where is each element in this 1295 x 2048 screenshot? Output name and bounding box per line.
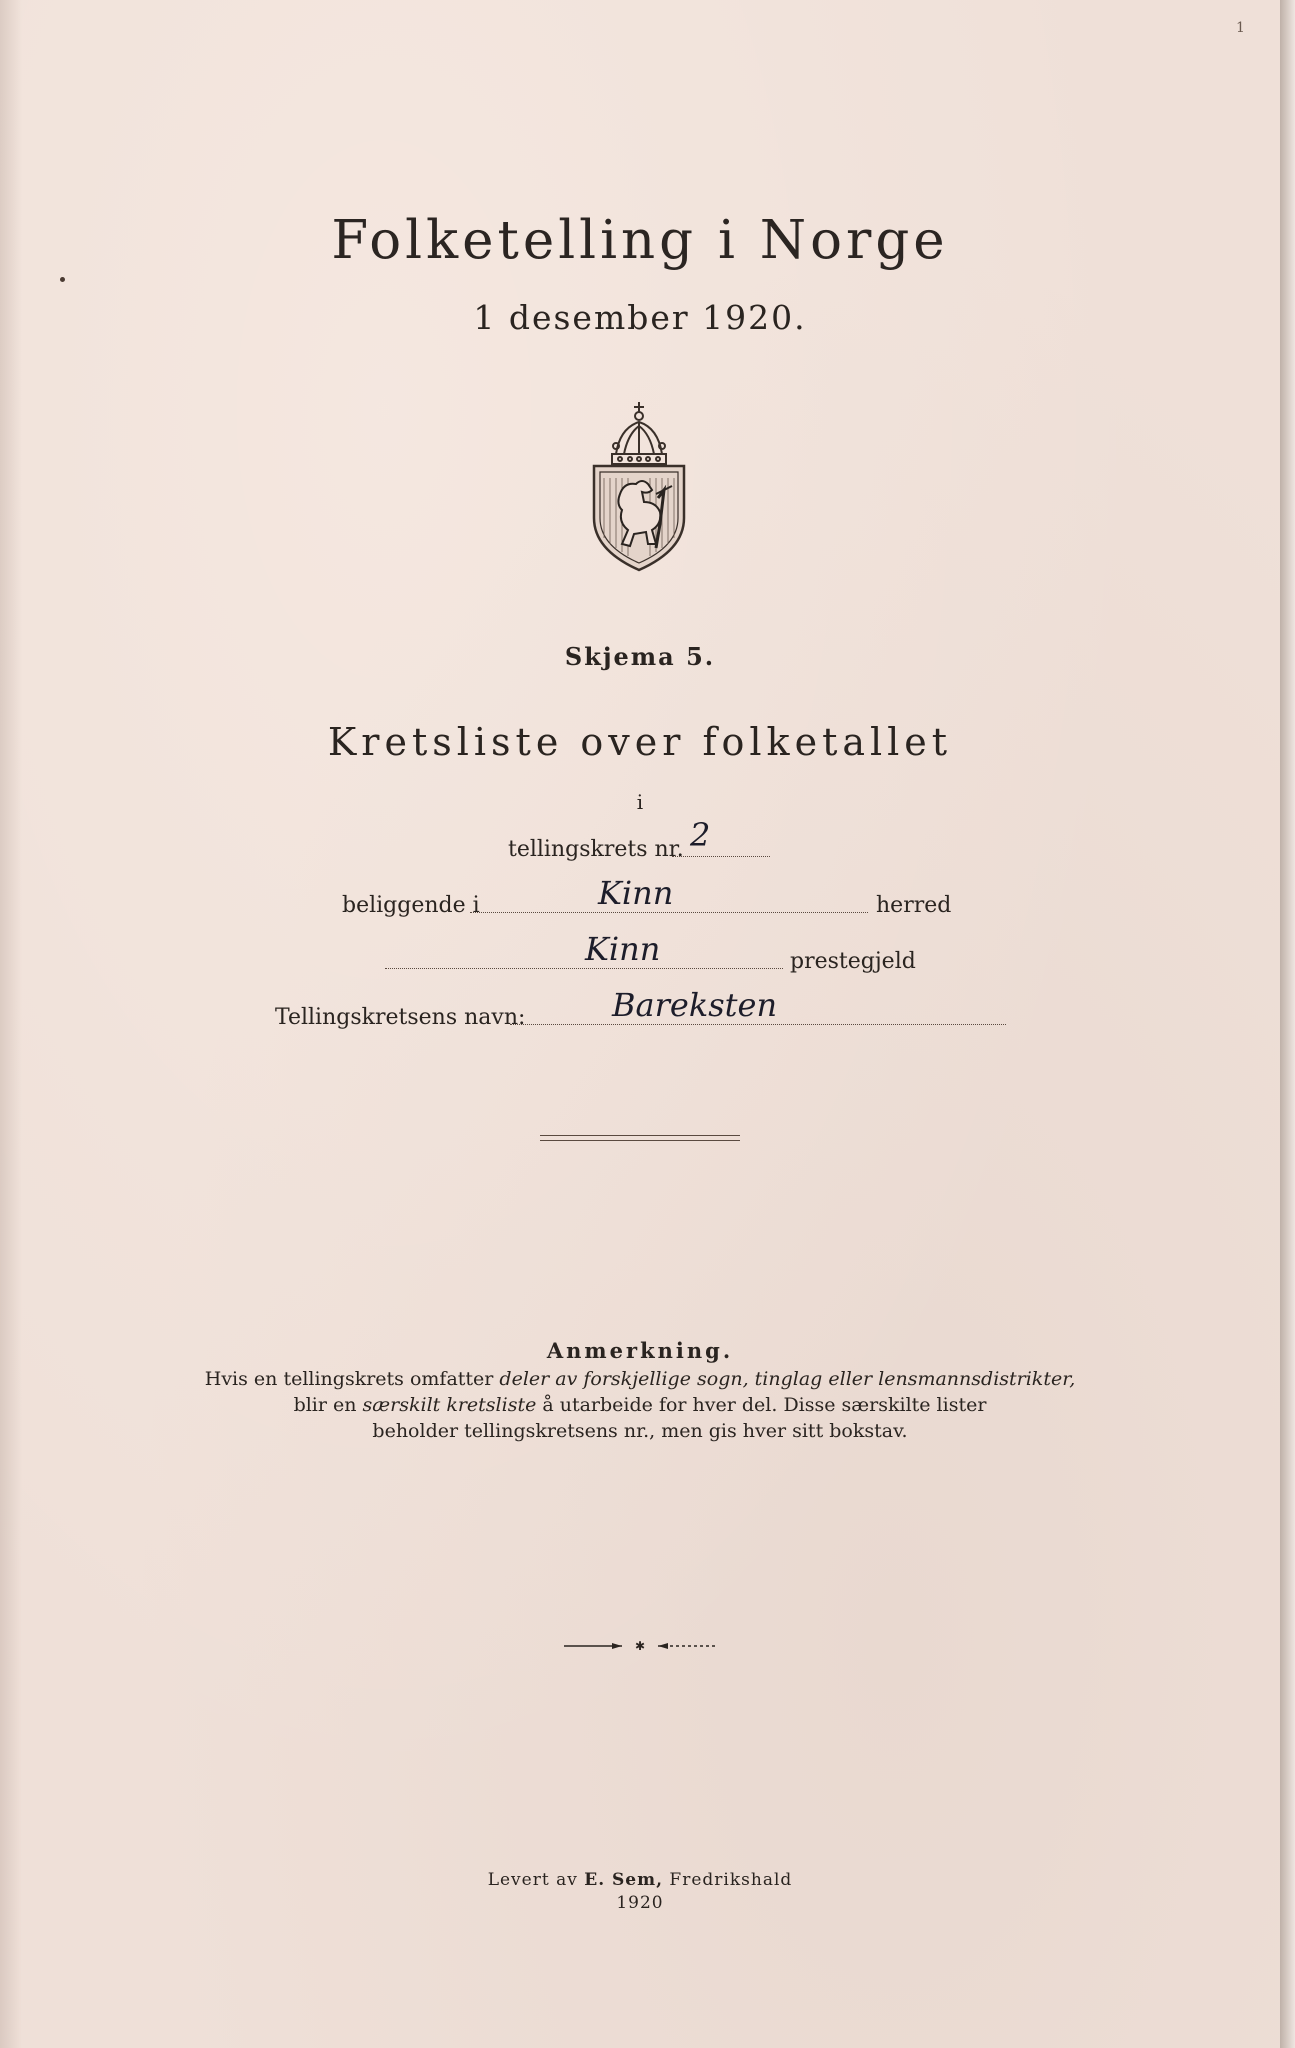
in-word: i: [636, 790, 644, 814]
prestegjeld-label: prestegjeld: [790, 949, 916, 974]
tellingskrets-label: tellingskrets nr.: [508, 837, 684, 862]
note-heading: Anmerkning.: [546, 1338, 734, 1363]
norwegian-coat-of-arms-icon: [590, 398, 688, 574]
beliggende-label: beliggende i: [342, 893, 480, 918]
tellingskrets-dotted-line: [672, 856, 770, 857]
note-line-2: [0, 1392, 1280, 1418]
beliggende-value: Kinn: [598, 874, 674, 912]
navn-dotted-line: [510, 1024, 1006, 1025]
beliggende-dotted-line: [470, 912, 868, 913]
note-line-2-text-a: blir en: [293, 1394, 363, 1416]
ornament-divider-icon: [560, 1640, 720, 1652]
printer-location: Fredrikshald: [663, 1870, 793, 1890]
tellingskrets-value: 2: [690, 816, 711, 854]
note-line-3: beholder tellingskretsens nr., men gis hver sitt bokstav.: [372, 1420, 908, 1442]
document-date: 1 desember 1920.: [473, 298, 807, 337]
printer-credit-a: Levert av: [487, 1870, 585, 1890]
prestegjeld-value: Kinn: [585, 930, 661, 968]
printer-name: E. Sem,: [584, 1870, 664, 1890]
note-line-1: [0, 1366, 1280, 1392]
page-right-edge: [1280, 0, 1295, 2048]
section-divider: [540, 1135, 740, 1141]
herred-label: herred: [876, 893, 952, 918]
note-line-2-italic: særskilt kretsliste: [362, 1394, 537, 1416]
note-line-1-italic: deler av forskjellige sogn, tinglag eller lensmannsdistrikter,: [499, 1368, 1076, 1390]
note-line-2-text-c: å utarbeide for hver del. Disse særskilte lister: [536, 1394, 987, 1416]
document-title: Folketelling i Norge: [331, 210, 949, 271]
ink-speck: [60, 277, 65, 282]
prestegjeld-dotted-line: [385, 968, 783, 969]
list-title: Kretsliste over folketallet: [327, 720, 953, 764]
svg-text:✱: ✱: [634, 1640, 646, 1652]
corner-mark: 1: [1236, 20, 1245, 36]
navn-label: Tellingskretsens navn:: [275, 1005, 526, 1030]
schema-number: Skjema 5.: [564, 642, 716, 671]
navn-value: Bareksten: [612, 986, 778, 1024]
note-line-1-text: Hvis en tellingskrets omfatter: [204, 1368, 500, 1390]
printer-year: 1920: [616, 1893, 664, 1913]
printer-credit: [0, 1870, 1280, 1890]
